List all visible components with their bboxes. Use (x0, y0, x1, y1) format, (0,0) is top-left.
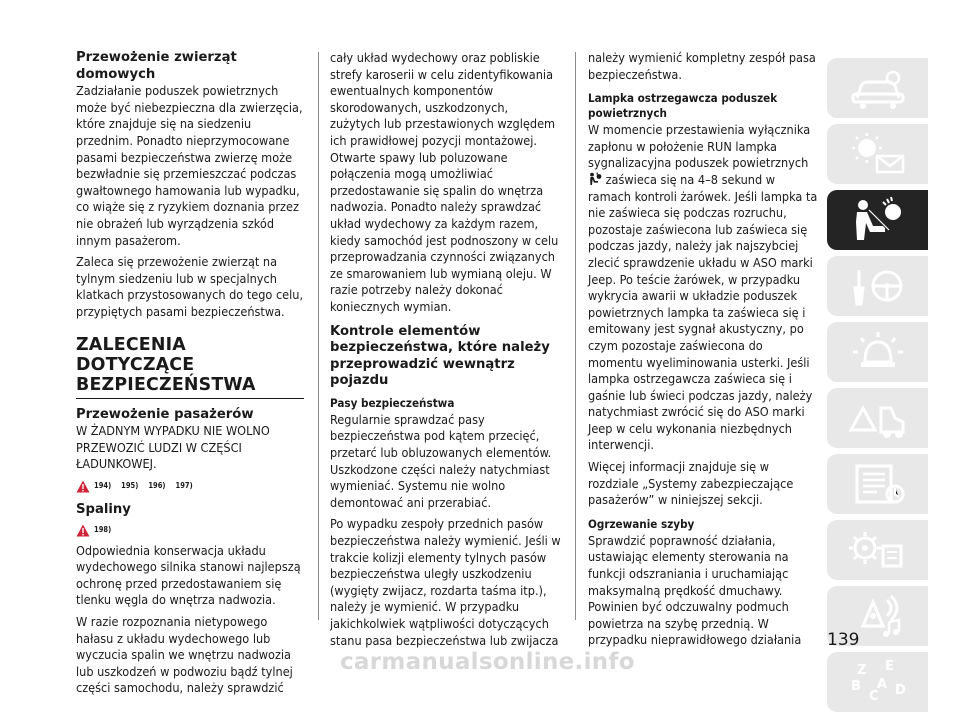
index-letter-b: B (850, 679, 861, 694)
paragraph-belts-2: Po wypadku zespoły przednich pasów bezpieczeństwa należy wymienić. Jeśli w trakcie kolizji elementy tylnych pasów bezpieczeństwa uległy uszkodzeniu (wygięty zwijacz, rozdarta taśma itp.), należy je wymienić. W przypadku jakichkolwiek wątpliwości dotyczących stanu pasa bezpieczeństwa lub zwijacza (330, 516, 561, 648)
heading-seat-belts: Pasy bezpieczeństwa (330, 395, 455, 410)
page-number: 139 (827, 630, 860, 650)
tab-warning-lights[interactable] (827, 322, 928, 382)
footer-watermark: carmanualsonline.info (340, 649, 635, 675)
airbag-lamp-text-a: W momencie przestawienia wyłącznika zapłonu w położenie RUN lampka sygnalizacyjna poduszek powietrznych (588, 122, 811, 171)
warning-triangle-icon (76, 524, 90, 537)
index-icon (843, 658, 913, 706)
paragraph-defrost: Sprawdzić poprawność działania, ustawiając elementy sterowania na funkcji odszraniania i uruchamiając maksymalną prędkość dmuchawy. Powinien być odczuwalny podmuch powietrza na szybę przednią. W przypadku nieprawidłowego działania (588, 532, 802, 648)
paragraph-exhaust-1: Odpowiednia konserwacja układu wydechowego silnika stanowi najlepszą ochronę przed przedostawaniem się tlenku węgla do wnętrza nadwozia. (76, 542, 301, 608)
emergency-icon (843, 394, 913, 442)
airbag-safety-icon (843, 196, 913, 244)
paragraph-animals-2: Zaleca się przewożenie zwierząt na tylnym siedzeniu lub w specjalnych klatkach przystosowanych do tego celu, przypiętych pasami bezpieczeństwa. (76, 254, 304, 319)
tab-service-maintenance[interactable] (827, 454, 928, 514)
warning-refs-passengers (76, 478, 304, 495)
tab-starting-driving[interactable] (827, 256, 928, 316)
warning-triangle-icon (76, 480, 90, 493)
lights-controls-icon (843, 130, 913, 178)
heading-passengers: Przewożenie pasażerów (76, 406, 254, 422)
paragraph-belts-1: Regularnie sprawdzać pasy bezpieczeństwa pod kątem przecięć, przetarć lub obluzowanych elementów. Uszkodzone części należy natychmiast wymieniać. Systemu nie wolno demontować ani przerabiać. (330, 411, 552, 510)
paragraph-belts-continued: należy wymienić kompletny zespół pasa bezpieczeństwa. (588, 50, 816, 82)
technical-data-icon (843, 526, 913, 574)
heading-exhaust: Spaliny (76, 502, 131, 518)
heading-windshield-defrost: Ogrzewanie szyby (588, 516, 695, 531)
index-letter-e: E (884, 659, 894, 674)
index-letter-z: Z (856, 663, 866, 678)
column-divider-2 (575, 52, 576, 620)
column-divider-1 (318, 52, 319, 620)
index-letter-d: D (894, 683, 906, 698)
car-dashboard-icon (843, 64, 913, 112)
airbag-warning-icon (588, 172, 602, 186)
service-maintenance-icon (843, 460, 913, 508)
text-column-right (588, 50, 820, 654)
index-letter-c: C (868, 689, 879, 704)
paragraph-passengers: W ŻADNYM WYPADKU NIE WOLNO PRZEWOZIĆ LUDZI W CZĘŚCI ŁADUNKOWEJ. (76, 423, 270, 472)
starting-driving-icon (843, 262, 913, 310)
text-column-left (76, 50, 304, 702)
paragraph-exhaust-continued: cały układ wydechowy oraz pobliskie strefy karoserii w celu zidentyfikowania ewentualnych komponentów skorodowanych, uszkodzonych, zużytych lub przestawionych względem ich prawidłowej pozycji montażowej. Otwarte spawy lub poluzowane połączenia mogą umożliwiać przedostawanie się spalin do wnętrza nadwozia. Ponadto należy sprawdzać układ wydechowy za każdym razem, kiedy samochód jest podnoszony w celu przeprowadzania czynności związanych ze smarowaniem lub wymianą oleju. W razie potrzeby należy dokonać koniecznych wymian. (330, 50, 559, 314)
tab-car-dashboard[interactable] (827, 58, 928, 118)
airbag-lamp-text-b: zaświeca się na 4–8 sekund w ramach kontroli żarówek. Jeśli lampka ta nie zaświeca się podczas rozruchu, pozostaje zaświecona lub zaświeca się podczas jazdy, należy jak najszybciej zlecić sprawdzenie układu w ASO marki Jeep. Po teście żarówek, w przypadku wykrycia awarii w układzie poduszek powietrznych lampka ta zaświeca się i emitowany jest sygnał akustyczny, po czym pozostaje zaświecona do momentu wyeliminowania usterki. Jeśli lampka ostrzegawcza zaświeca się i gaśnie lub świeci podczas jazdy, należy natychmiast zwrócić się do ASO marki Jeep w celu wykonania niezbędnych interwencji. (588, 171, 818, 453)
paragraph-more-info: Więcej informacji znajduje się w rozdziale „Systemy zabezpieczające pasażerów” w niniejszej sekcji. (588, 459, 794, 508)
ref-196[interactable]: 196) (148, 480, 166, 490)
tab-lights-controls[interactable] (827, 124, 928, 184)
tab-airbag-safety[interactable] (827, 190, 928, 250)
warning-refs-exhaust (76, 522, 304, 539)
ref-194[interactable]: 194) (94, 480, 112, 490)
chapter-tabs (827, 58, 928, 718)
text-column-middle (330, 50, 562, 654)
paragraph-animals-1: Zadziałanie poduszek powietrznych może być niebezpieczna dla zwierzęcia, które znajduje się na siedzeniu przednim. Ponadto nieprzymocowane pasami bezpieczeństwa zwierzę może bezwładnie się przemieszczać podczas gwałtownego hamowania lub wypadku, co wiąże się z ryzykiem doznania przez nie obrażeń lub wyrządzenia szkód innym pasażerom. (76, 83, 303, 248)
chapter-title-line-1: ZALECENIA DOTYCZĄCE (76, 334, 195, 375)
ref-195[interactable]: 195) (121, 480, 139, 490)
ref-197[interactable]: 197) (175, 480, 193, 490)
heading-animals: Przewożenie zwierząt domowych (76, 50, 237, 82)
heading-airbag-lamp: Lampka ostrzegawcza poduszek powietrznych (588, 91, 778, 121)
tab-index[interactable] (827, 652, 928, 712)
paragraph-exhaust-2: W razie rozpoznania nietypowego hałasu z układu wydechowego lub wyczucia spalin we wnętrzu nadwozia lub uszkodzeń w podwoziu bądź tylnej części samochodu, należy sprawdzić (76, 614, 293, 696)
tab-emergency[interactable] (827, 388, 928, 448)
index-letter-a: A (876, 677, 887, 692)
warning-lights-icon (843, 328, 913, 376)
chapter-title-line-2: BEZPIECZEŃSTWA (76, 374, 256, 395)
ref-198[interactable]: 198) (94, 525, 112, 535)
chapter-title (76, 335, 304, 399)
tab-technical-data[interactable] (827, 520, 928, 580)
paragraph-airbag-lamp (588, 122, 820, 454)
heading-interior-checks: Kontrole elementów bezpieczeństwa, które należy przeprowadzić wewnątrz pojazdu (330, 323, 550, 389)
